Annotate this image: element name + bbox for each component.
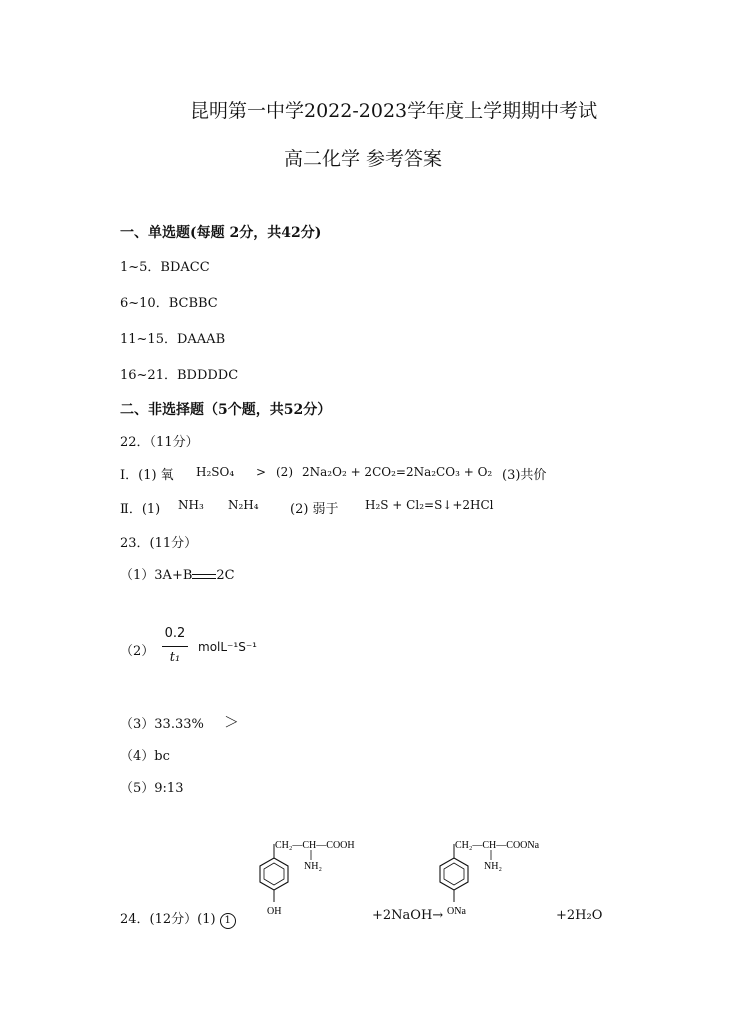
circled-number-icon: 1 <box>220 913 236 929</box>
answer-line: 11~15．DAAAB <box>120 332 226 347</box>
q22-part1-3: (3)共价 <box>502 468 547 483</box>
q23-p2-unit: molL⁻¹S⁻¹ <box>198 640 257 654</box>
q23-p2-label: （2） <box>120 644 155 659</box>
reactant-amine: NH₂ <box>304 861 322 872</box>
q23-p3-gt: ＞ <box>224 713 240 731</box>
q23-p1 <box>120 564 235 583</box>
q22-gt: > <box>256 465 267 479</box>
product-structure <box>430 836 570 926</box>
q22-eq-label: (2) <box>276 465 293 479</box>
reactant-hydroxyl: OH <box>267 906 282 917</box>
q23-p4: （4）bc <box>120 749 170 764</box>
q22-nh3: NH₃ <box>178 498 204 512</box>
page-subtitle: 高二化学 参考答案 <box>284 148 443 170</box>
q24-line <box>120 908 236 929</box>
section-1-heading: 一、单选题(每题 2分，共42分) <box>120 225 322 241</box>
q22-equation-2: H₂S + Cl₂=S↓+2HCl <box>365 498 494 512</box>
q23-p5: （5）9:13 <box>120 781 184 796</box>
section-2-heading: 二、非选择题（5个题，共52分） <box>120 402 332 418</box>
product-side-chain: CH₂—CH—COONa <box>455 840 540 851</box>
tyrosine-structure <box>250 836 380 926</box>
page-title: 昆明第一中学2022-2023学年度上学期期中考试 <box>190 100 598 122</box>
q22-acid: H₂SO₄ <box>196 465 235 479</box>
q24-naoh: +2NaOH→ <box>372 908 444 923</box>
q23-p1-label: （1） <box>120 568 155 583</box>
answer-line: 1~5．BDACC <box>120 260 210 275</box>
reactant-side-chain: CH₂—CH—COOH <box>275 840 355 851</box>
q22-part1-prefix: Ⅰ．(1) 氧 <box>120 468 174 483</box>
q22-part2-prefix: Ⅱ．(1) <box>120 502 161 517</box>
q24-water: +2H₂O <box>556 908 603 923</box>
equilibrium-arrow-icon <box>192 573 216 579</box>
fraction-bar <box>162 646 188 647</box>
answer-line: 16~21．BDDDDC <box>120 368 239 383</box>
q22-equation-1: 2Na₂O₂ + 2CO₂=2Na₂CO₃ + O₂ <box>302 465 493 479</box>
q23-p3: （3）33.33% <box>120 717 204 732</box>
fraction-denominator: t₁ <box>169 650 181 665</box>
q23-p1-left: 3A+B <box>154 568 193 583</box>
q23-p1-right: 2C <box>216 568 235 583</box>
q22-n2h4: N₂H₄ <box>228 498 259 512</box>
q22-part2-2: (2) 弱于 <box>290 502 339 517</box>
product-amine: NH₂ <box>484 861 502 872</box>
answer-line: 6~10．BCBBC <box>120 296 218 311</box>
fraction-numerator: 0.2 <box>164 626 186 641</box>
q23-label: 23．(11分） <box>120 536 198 551</box>
q24-label: 24．(12分）(1) <box>120 912 216 927</box>
q22-label: 22．（11分） <box>120 435 199 450</box>
product-oxide: ONa <box>447 906 466 917</box>
